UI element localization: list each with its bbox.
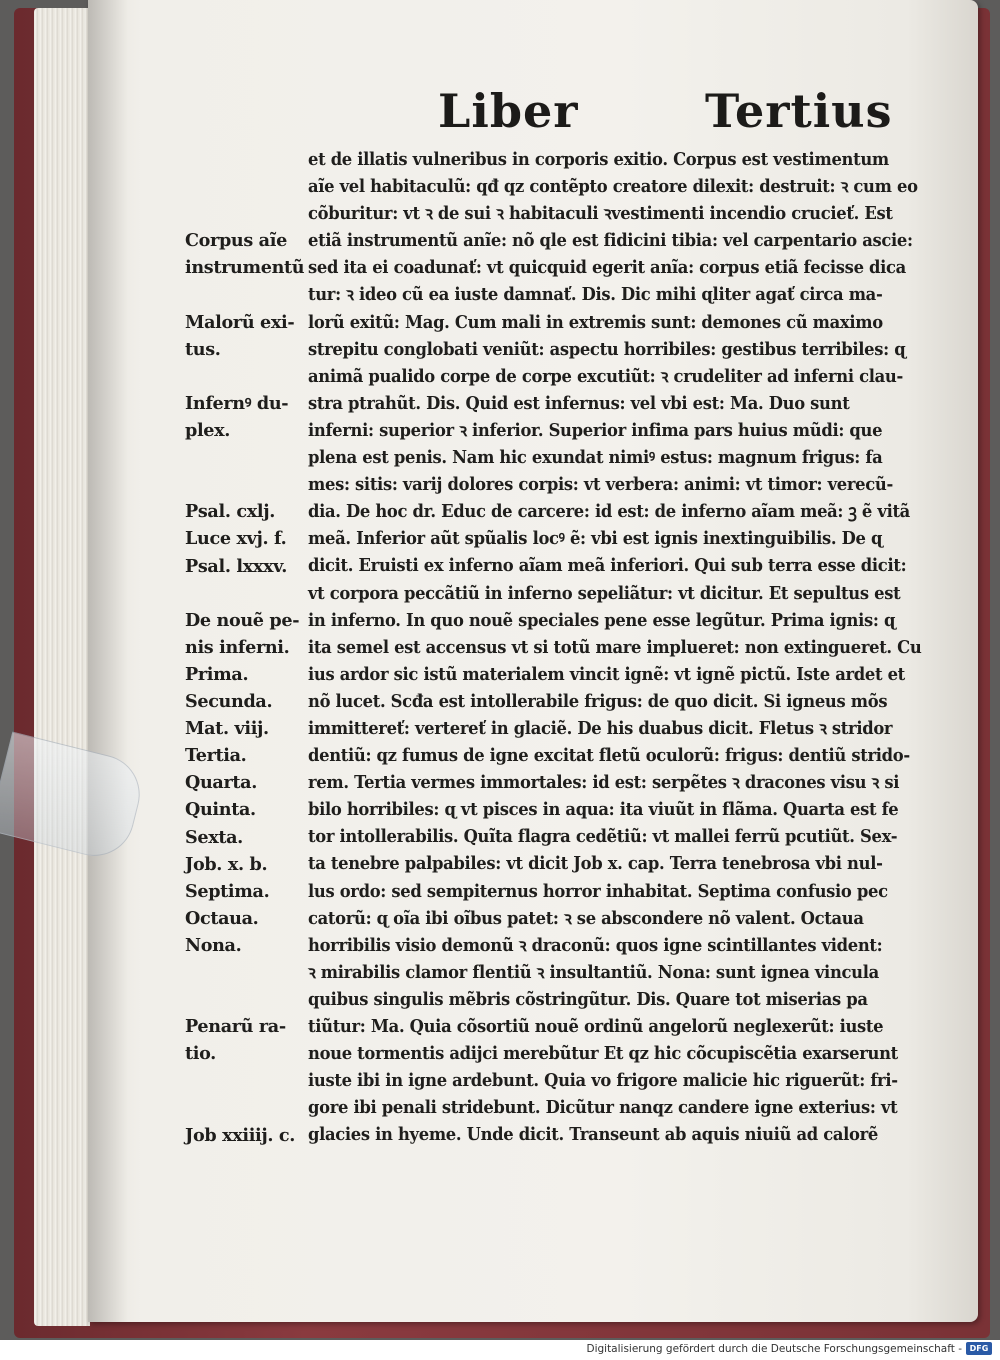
margin-note: Job. x. b.: [185, 853, 268, 875]
text-line: strepitu conglobati veniũt: aspectu horribiles: gestibus terribiles: ɋ: [308, 338, 906, 360]
text-line: tiũtur: Ma. Quia cõsortiũ nouẽ ordinũ angelorũ neglexerũt: iuste: [308, 1016, 884, 1037]
dfg-logo: DFG: [966, 1342, 992, 1355]
text-line: inferni: superior ꝛ inferior. Superior infima pars huius mũdi: que: [308, 419, 883, 441]
text-line: lus ordo: sed sempiternus horror inhabitat. Septima confusio pec: [308, 880, 888, 902]
margin-note: Corpus aĩe: [185, 230, 287, 252]
running-header-left: Liber: [438, 84, 579, 138]
running-header-right: Tertius: [705, 84, 893, 138]
margin-note: Octaua.: [185, 907, 259, 929]
text-line: horribilis visio demonũ ꝛ draconũ: quos igne scintillantes vident:: [308, 934, 883, 956]
margin-note: Nona.: [185, 934, 242, 956]
text-line: etiã instrumentũ anĩe: nõ qle est fidicini tibia: vel carpentario ascie:: [308, 230, 913, 252]
margin-note: Malorũ exi-: [185, 311, 295, 333]
text-line: aĩe vel habitaculũ: qđ qz contẽpto creatore dilexit: destruit: ꝛ cum eo: [308, 176, 918, 198]
margin-note: Penarũ ra-: [185, 1016, 286, 1038]
text-line: animã pualido corpe de corpe excutiũt: ꝛ crudeliter ad inferni clau-: [308, 365, 903, 387]
margin-note: Septima.: [185, 880, 270, 902]
text-line: catorũ: ɋ oĩa ibi oĩbus patet: ꝛ se abscondere nõ valent. Octaua: [308, 907, 864, 929]
text-line: meã. Inferior aũt spũalis locꝰ ẽ: vbi est ignis inextinguibilis. De ɋ: [308, 528, 883, 550]
text-line: plena est penis. Nam hic exundat nimiꝰ estus: magnum frigus: fa: [308, 447, 883, 469]
text-line: dia. De hoc dr. Educ de carcere: id est: de inferno aĩam meã: ꝫ ẽ vitã: [308, 501, 910, 523]
margin-note: Tertia.: [185, 745, 247, 767]
text-line: bilo horribiles: ɋ vt pisces in aqua: ita viuũt in flãma. Quarta est fe: [308, 799, 899, 821]
margin-note: tio.: [185, 1043, 216, 1065]
margin-note: Mat. viij.: [185, 718, 269, 740]
text-line: dentiũ: qz fumus de igne excitat fletũ oculorũ: frigus: dentiũ strido-: [308, 745, 910, 767]
margin-note: Quarta.: [185, 772, 257, 794]
text-line: dicit. Eruisti ex inferno aĩam meã inferiori. Qui sub terra esse dicit:: [308, 555, 907, 577]
margin-note: tus.: [185, 338, 221, 360]
margin-note: Quinta.: [185, 799, 256, 821]
text-line: cõburitur: vt ꝛ de sui ꝛ habitaculi ꝛvestimenti incendio crucieť. Est: [308, 203, 893, 225]
margin-note: instrumentũ: [185, 257, 305, 279]
page-edges: [34, 8, 90, 1326]
running-header: [300, 84, 893, 144]
text-line: glacies in hyeme. Unde dicit. Transeunt ab aquis niuiũ ad calorẽ: [308, 1124, 879, 1146]
footer-credit: Digitalisierung gefördert durch die Deutsche Forschungsgemeinschaft -: [586, 1343, 962, 1355]
text-line: iuste ibi in igne ardebunt. Quia vo frigore malicie hic riguerũt: fri-: [308, 1070, 898, 1092]
text-line: tor intollerabilis. Quĩta flagra cedẽtiũ: vt mallei ferrũ pcutiũt. Sex-: [308, 826, 898, 848]
margin-note: De nouẽ pe-: [185, 609, 300, 631]
margin-note: Sexta.: [185, 826, 243, 848]
text-line: sed ita ei coadunať: vt quicquid egerit anĩa: corpus etiã fecisse dica: [308, 257, 906, 279]
margin-note: Infernꝰ du-: [185, 392, 289, 414]
text-line: gore ibi penali stridebunt. Dicũtur nanqz candere igne exterius: vt: [308, 1097, 898, 1119]
margin-note: Job xxiiij. c.: [185, 1124, 296, 1146]
text-line: mes: sitis: varij dolores corpis: vt verbera: animi: vt timor: verecũ-: [308, 474, 893, 496]
margin-note: nis inferni.: [185, 636, 290, 658]
text-line: lorũ exitũ: Mag. Cum mali in extremis sunt: demones cũ maximo: [308, 311, 883, 333]
text-line: noue tormentis adijci merebũtur Et qz hic cõcupiscẽtia exarserunt: [308, 1043, 898, 1065]
margin-note: Luce xvj. f.: [185, 528, 287, 550]
text-line: immittereť: vertereť in glaciẽ. De his duabus dicit. Fletus ꝛ stridor: [308, 717, 893, 739]
text-line: tur: ꝛ ideo cũ ea iuste damnať. Dis. Dic mihi ɋliter agať circa ma-: [308, 284, 883, 306]
text-line: et de illatis vulneribus in corporis exitio. Corpus est vestimentum: [308, 149, 889, 170]
gutter-shadow: [88, 0, 128, 1322]
margin-note: Prima.: [185, 663, 249, 685]
text-line: quibus singulis mẽbris cõstringũtur. Dis. Quare tot miserias pa: [308, 988, 868, 1010]
margin-note: plex.: [185, 420, 231, 441]
text-line: in inferno. In quo nouẽ speciales pene esse legũtur. Prima ignis: ɋ: [308, 609, 896, 631]
text-line: stra ptrahũt. Dis. Quid est infernus: vel vbi est: Ma. Duo sunt: [308, 392, 850, 414]
text-line: ius ardor sic istũ materialem vincit ignẽ: vt ignẽ pictũ. Iste ardet et: [308, 663, 905, 685]
margin-note: Psal. lxxxv.: [185, 555, 287, 577]
margin-note: Secunda.: [185, 691, 273, 712]
text-line: ita semel est accensus vt si totũ mare implueret: non extingueret. Cu: [308, 636, 922, 658]
main-text-block: [308, 146, 922, 1148]
text-line: ta tenebre palpabiles: vt dicit Job x. cap. Terra tenebrosa vbi nul-: [308, 853, 883, 875]
text-line: nõ lucet. Scđa est intollerabile frigus: de quo dicit. Si igneus mõs: [308, 690, 888, 712]
text-line: ꝛ mirabilis clamor flentiũ ꝛ insultantiũ. Nona: sunt ignea vincula: [308, 961, 879, 983]
margin-note: Psal. cxlj.: [185, 501, 275, 523]
text-line: vt corpora peccãtiũ in inferno sepeliãtur: vt dicitur. Et sepultus est: [308, 582, 901, 604]
text-line: rem. Tertia vermes immortales: id est: serpẽtes ꝛ dracones visu ꝛ si: [308, 772, 900, 794]
